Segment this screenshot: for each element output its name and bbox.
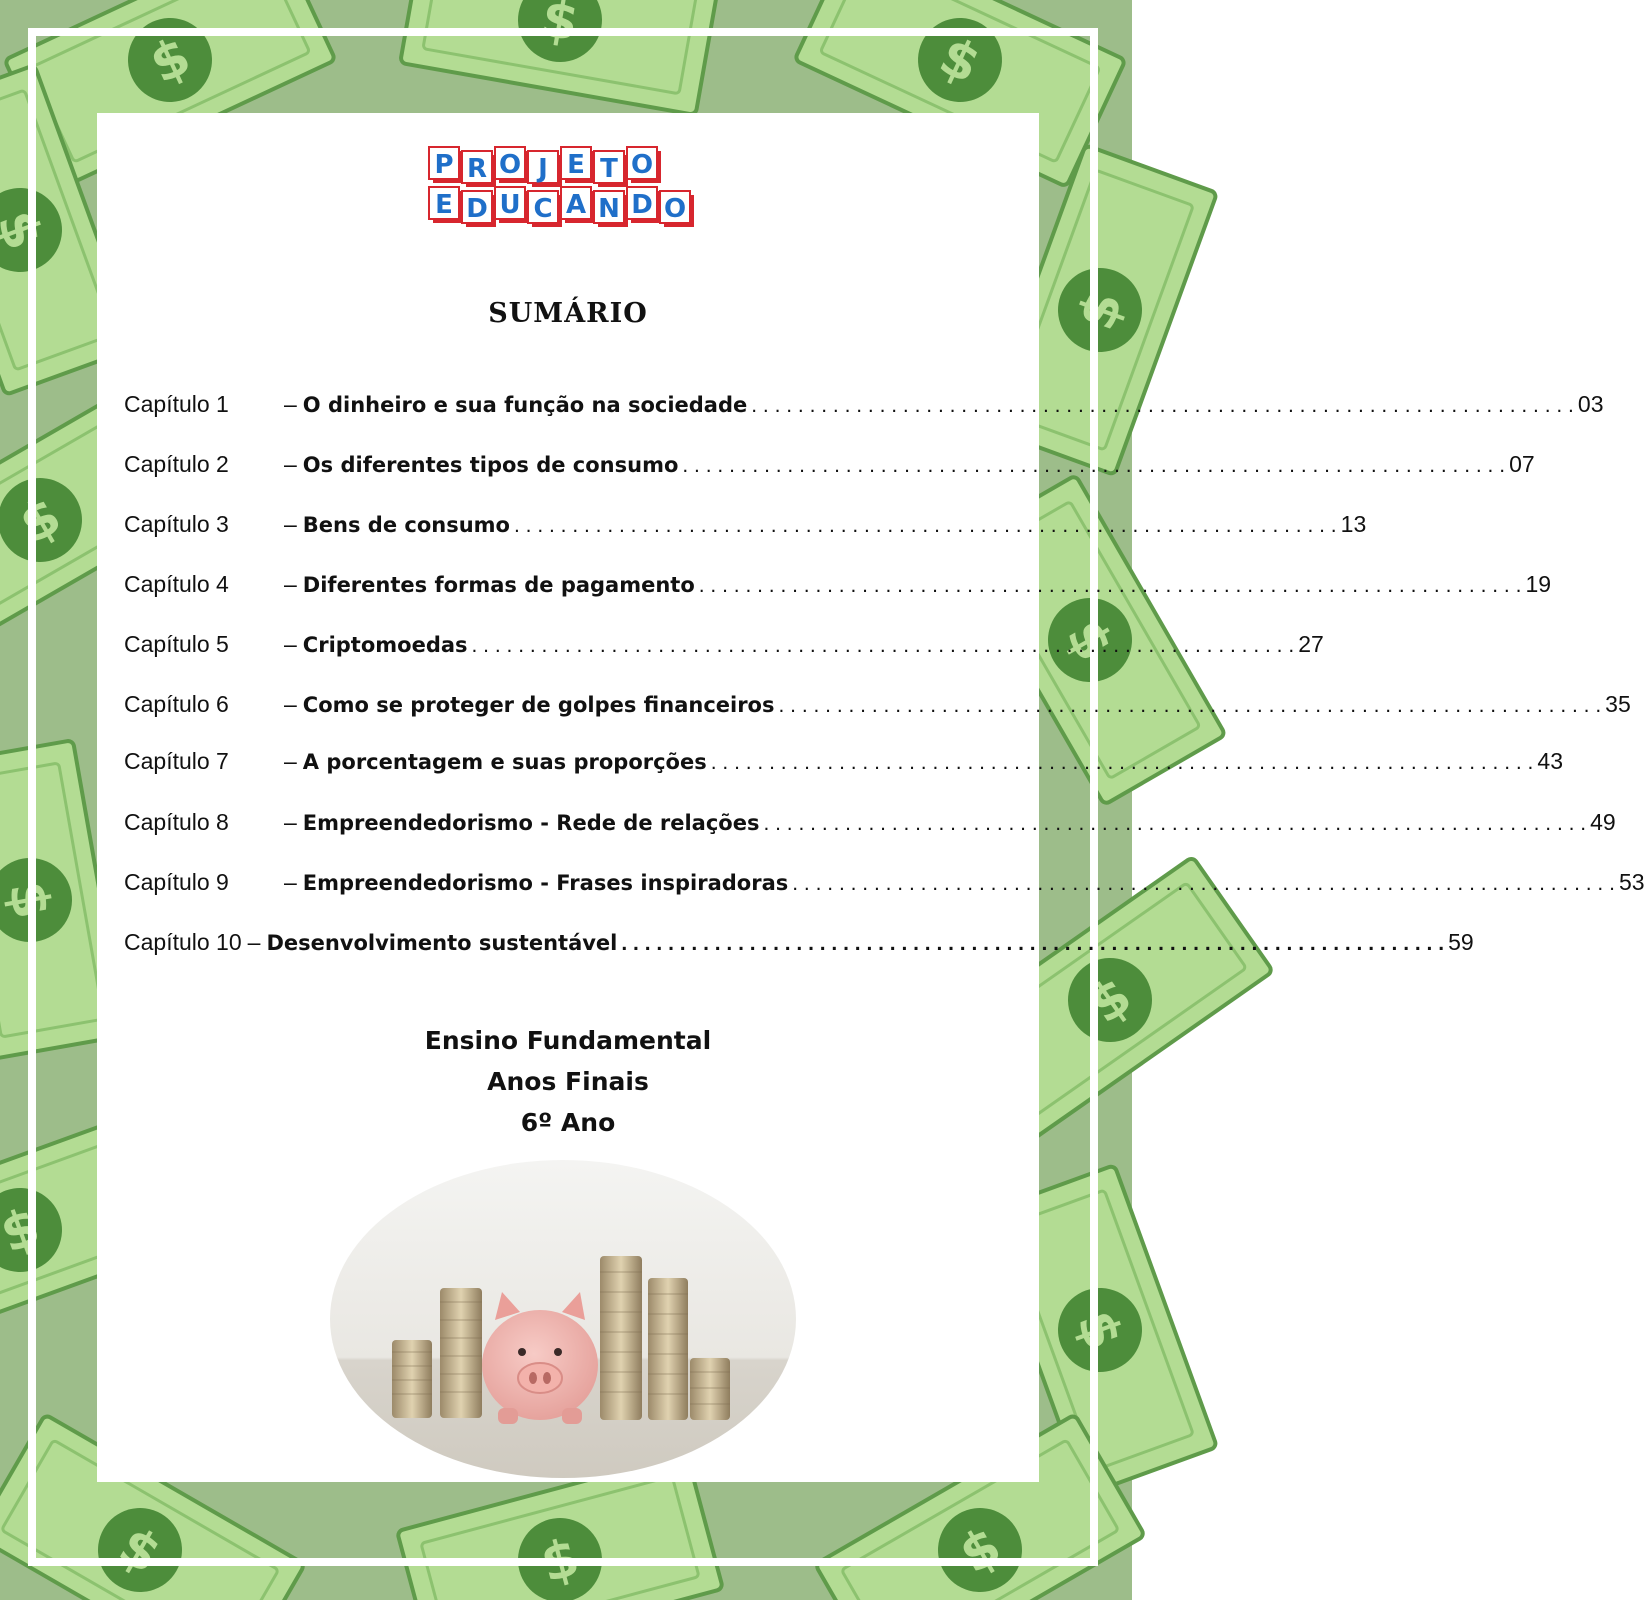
chapter-number: Capítulo 7 — [124, 748, 229, 774]
logo-letter: C — [533, 194, 553, 224]
dot-leader — [699, 574, 1522, 598]
logo-letter-block — [495, 187, 529, 223]
separator-dash: – — [284, 451, 297, 477]
toc-entry[interactable] — [124, 809, 1616, 843]
logo-letter-block — [561, 147, 595, 183]
page-number: 59 — [1448, 929, 1474, 955]
logo-letter: O — [663, 194, 687, 224]
chapter-number: Capítulo 5 — [124, 631, 229, 657]
chapter-number: Capítulo 10 — [124, 929, 242, 955]
logo-letter-block — [462, 151, 496, 187]
logo-letter: P — [434, 150, 454, 180]
logo-letter-block — [495, 147, 529, 183]
logo-line-1 — [429, 147, 661, 187]
toc-entry[interactable] — [124, 571, 1552, 605]
toc-entry[interactable] — [124, 691, 1631, 725]
toc-entry[interactable] — [124, 391, 1604, 425]
logo-letter-block — [594, 191, 628, 227]
logo-letter-block — [594, 151, 628, 187]
chapter-title: A porcentagem e suas proporções — [302, 750, 707, 774]
logo-letter: E — [435, 190, 453, 220]
logo-letter: O — [630, 150, 654, 180]
separator-dash: – — [284, 691, 297, 717]
logo-letter: T — [600, 154, 618, 184]
chapter-number: Capítulo 8 — [124, 809, 229, 835]
page-number: 43 — [1537, 748, 1563, 774]
page-number: 19 — [1525, 571, 1552, 597]
chapter-title: Empreendedorismo - Rede de relações — [302, 811, 760, 835]
logo-letter-block — [627, 187, 661, 223]
chapter-number: Capítulo 3 — [124, 511, 229, 537]
chapter-title: O dinheiro e sua função na sociedade — [302, 393, 748, 417]
chapter-number: Capítulo 2 — [124, 451, 229, 477]
dot-leader — [792, 872, 1615, 896]
logo-letter: R — [466, 154, 488, 184]
toc-entry[interactable] — [124, 929, 1474, 963]
separator-dash: – — [284, 571, 297, 597]
page-number: 07 — [1509, 451, 1535, 477]
logo-letter: U — [499, 190, 521, 220]
chapter-title: Bens de consumo — [302, 513, 510, 537]
education-level: Ensino Fundamental — [424, 1026, 712, 1055]
page-number: 53 — [1618, 869, 1645, 895]
logo-letter: E — [567, 150, 585, 180]
chapter-number: Capítulo 1 — [124, 391, 229, 417]
logo-letter-block — [528, 151, 562, 187]
page-number: 35 — [1605, 691, 1631, 717]
chapter-number: Capítulo 9 — [124, 869, 229, 895]
toc-entry[interactable] — [124, 511, 1367, 545]
logo-letter: O — [498, 150, 522, 180]
chapter-title: Diferentes formas de pagamento — [302, 573, 695, 597]
logo-letter: D — [631, 190, 653, 220]
dot-leader — [621, 932, 1444, 956]
piggy-bank-coins-illustration — [330, 1160, 796, 1478]
logo-letter-block — [561, 187, 595, 223]
content-panel — [97, 113, 1645, 1482]
chapter-title: Empreendedorismo - Frases inspiradoras — [302, 871, 789, 895]
separator-dash: – — [284, 809, 297, 835]
logo-letter: A — [565, 190, 587, 220]
dot-leader — [751, 394, 1574, 418]
chapter-title: Criptomoedas — [302, 633, 468, 657]
chapter-title: Como se proteger de golpes financeiros — [302, 693, 775, 717]
dot-leader — [682, 454, 1505, 478]
toc-entry[interactable] — [124, 451, 1535, 485]
dot-leader — [514, 514, 1337, 538]
page-title: SUMÁRIO — [488, 298, 648, 329]
logo-line-2 — [429, 187, 694, 227]
separator-dash: – — [284, 511, 297, 537]
page-number: 03 — [1577, 391, 1604, 417]
separator-dash: – — [284, 869, 297, 895]
page-number: 13 — [1340, 511, 1367, 537]
toc-entry[interactable] — [124, 869, 1645, 903]
page-number: 49 — [1590, 809, 1616, 835]
education-stage: Anos Finais — [487, 1067, 649, 1096]
logo-letter-block — [660, 191, 694, 227]
logo-letter-block — [627, 147, 661, 183]
logo-letter: D — [466, 194, 488, 224]
logo-letter-block — [462, 191, 496, 227]
chapter-title: Desenvolvimento sustentável — [266, 931, 618, 955]
chapter-title: Os diferentes tipos de consumo — [302, 453, 679, 477]
dot-leader — [711, 751, 1534, 775]
separator-dash: – — [284, 631, 297, 657]
dot-leader — [763, 812, 1586, 836]
separator-dash: – — [247, 929, 261, 955]
logo-letter: N — [598, 194, 620, 224]
logo-letter-block — [528, 191, 562, 227]
grade-year: 6º Ano — [520, 1108, 616, 1137]
chapter-number: Capítulo 6 — [124, 691, 229, 717]
dot-leader — [472, 634, 1295, 658]
chapter-number: Capítulo 4 — [124, 571, 229, 597]
logo-letter-block — [429, 187, 463, 223]
separator-dash: – — [284, 391, 297, 417]
toc-entry[interactable] — [124, 631, 1324, 665]
logo-letter: J — [538, 154, 548, 184]
separator-dash: – — [284, 748, 297, 774]
projeto-educando-logo — [421, 141, 703, 231]
page-number: 27 — [1298, 631, 1324, 657]
logo-letter-block — [429, 147, 463, 183]
dot-leader — [779, 694, 1602, 718]
toc-entry[interactable] — [124, 748, 1563, 782]
